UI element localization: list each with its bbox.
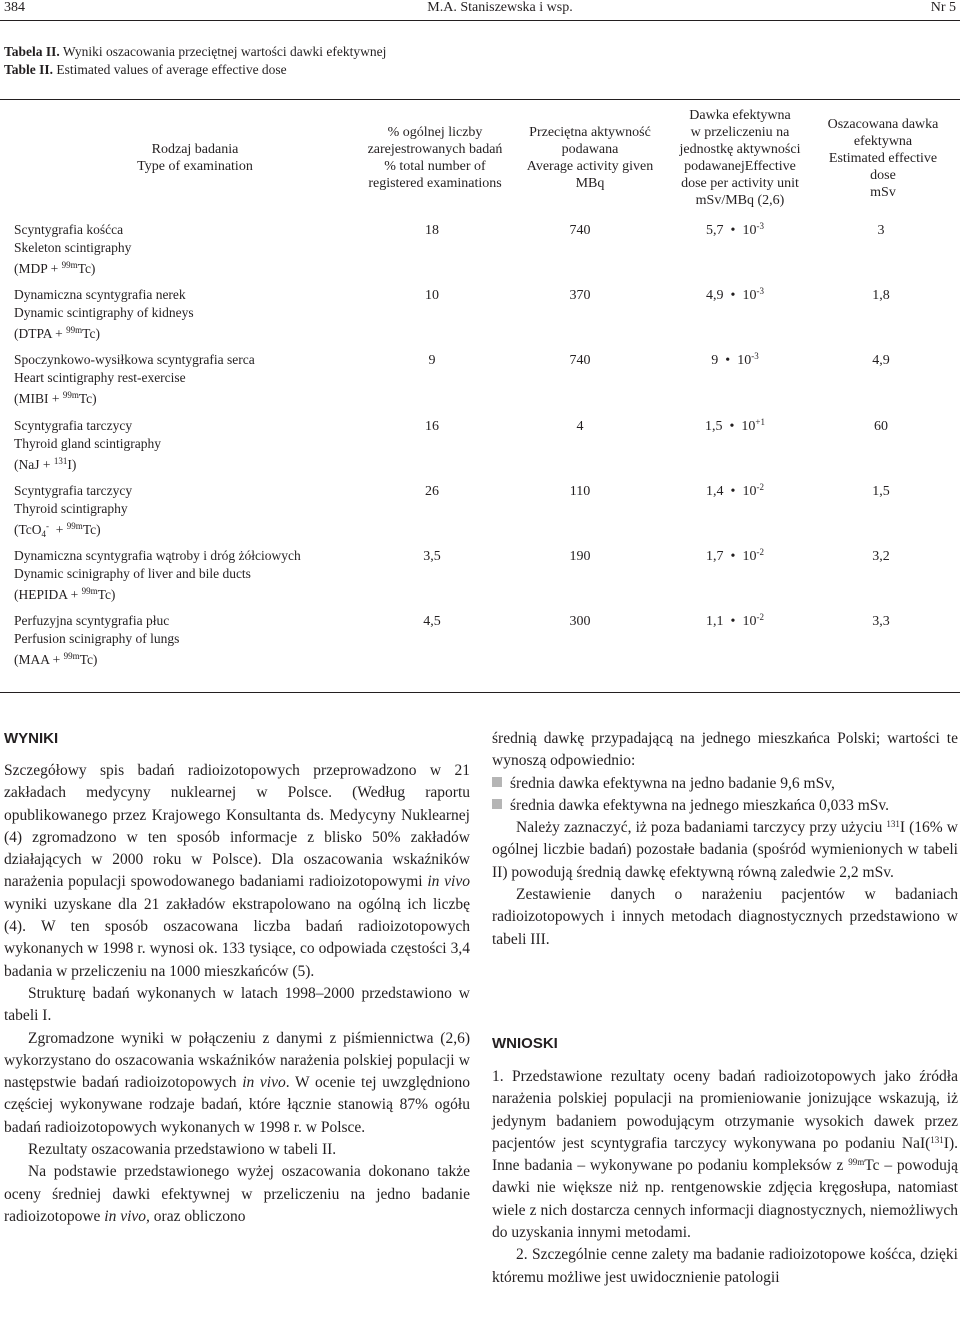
section-heading-wnioski: WNIOSKI — [492, 1035, 558, 1052]
exam-agent: (HEPIDA + $^{99m}$Tc) — [14, 586, 116, 602]
running-authors: M.A. Staniszewska i wsp. — [427, 0, 573, 15]
table-caption-en: Table II. Estimated values of average effective dose — [4, 62, 287, 77]
right-column-text — [492, 728, 958, 951]
right-column-conclusions — [492, 1066, 958, 1289]
exam-agent: (TcO$_4$- + $^{99m}$Tc) — [14, 521, 101, 539]
table-row — [14, 612, 179, 669]
cell-est-dose: 3 — [877, 223, 885, 238]
paragraph: średnią dawkę przypadającą na jednego mieszkańca Polski; wartości te wynoszą odpowiednio: — [492, 730, 958, 770]
exam-name-pl: Dynamiczna scyntygrafia nerek — [14, 287, 186, 302]
cell-activity: 370 — [569, 288, 591, 303]
cell-est-dose: 3,2 — [872, 549, 890, 564]
cell-percent: 18 — [425, 223, 439, 238]
col-header-percent: % ogólnej liczby zarejestrowanych badań % total number of registered examinations — [367, 125, 503, 191]
paragraph: Zgromadzone wyniki w połączeniu z danymi z piśmiennictwa (2,6) wykorzystano do oszacowania wskaźników narażenia polskiej populacji w następstwie badań radioizotopowych in vivo. W ocenie tej uwzględniono częściej wykonywane rodzaje badań, które łącznie stanowią 87% ogółu badań radioizotopowych wykonanych w 1998 r. w Polsce. — [4, 1029, 471, 1136]
table-row — [14, 482, 132, 539]
col-header-type: Rodzaj badania Type of examination — [137, 142, 253, 174]
col-header-activity: Przeciętna aktywność podawana Average activity given MBq — [526, 125, 654, 191]
exam-name-en: Skeleton scintigraphy — [14, 240, 132, 255]
col-header-est-dose: Oszacowana dawka efektywna Estimated effective dose mSv — [827, 117, 939, 200]
exam-name-en: Dynamic scinigraphy of liver and bile ducts — [14, 566, 251, 581]
cell-est-dose: 1,8 — [872, 288, 890, 303]
paragraph: Na podstawie przedstawionego wyżej oszacowania dokonano także oceny średniej dawki efektywnej w przeliczeniu na jedno badanie radioizotopowe in vivo, oraz obliczono — [4, 1163, 470, 1225]
table-row — [14, 547, 301, 604]
exam-agent: (MAA + $^{99m}$Tc) — [14, 651, 98, 667]
page-number: 384 — [4, 0, 25, 15]
exam-name-pl: Scyntygrafia kośćca — [14, 222, 124, 237]
cell-est-dose: 4,9 — [872, 353, 890, 368]
exam-name-pl: Spoczynkowo-wysiłkowa scyntygrafia serca — [14, 352, 255, 367]
exam-name-en: Heart scintigraphy rest-exercise — [14, 370, 186, 385]
exam-name-en: Dynamic scintigraphy of kidneys — [14, 305, 194, 320]
exam-name-en: Thyroid gland scintigraphy — [14, 436, 161, 451]
exam-name-pl: Perfuzyjna scyntygrafia płuc — [14, 613, 170, 628]
exam-name-pl: Scyntygrafia tarczycy — [14, 483, 133, 498]
cell-percent: 26 — [425, 484, 439, 499]
header-rule — [0, 20, 960, 21]
issue-number: Nr 5 — [930, 0, 956, 15]
exam-name-en: Thyroid scintigraphy — [14, 501, 128, 516]
exam-name-pl: Dynamiczna scyntygrafia wątroby i dróg żółciowych — [14, 548, 301, 563]
cell-est-dose: 3,3 — [872, 614, 890, 629]
exam-agent: (NaJ + $^{131}$I) — [14, 456, 77, 472]
bullet-item: średnia dawka efektywna na jednego mieszkańca 0,033 mSv. — [492, 795, 958, 817]
cell-dose-per-unit: 1,7 • $10^{-2}$ — [706, 547, 764, 564]
paragraph: 2. Szczególnie cenne zalety ma badanie radioizotopowe kośćca, dzięki któremu możliwe jest uwidocznienie patologii — [492, 1246, 958, 1286]
table-row — [14, 351, 255, 408]
exam-agent: (MDP + $^{99m}$Tc) — [14, 260, 96, 276]
cell-percent: 4,5 — [423, 614, 441, 629]
table-row — [14, 286, 194, 343]
paragraph: Zestawienie danych o narażeniu pacjentów w badaniach radioizotopowych i innych metodach diagnostycznych przedstawiono w tabeli III. — [492, 886, 958, 948]
table-top-rule — [0, 99, 960, 100]
table-row — [14, 221, 131, 278]
exam-name-en: Perfusion scinigraphy of lungs — [14, 631, 180, 646]
paragraph: Należy zaznaczyć, iż poza badaniami tarczycy przy użyciu $^{131}$I (16% w ogólnej liczbie badań) pozostałe badania (spośród wymienionych w tabeli II) powodują średnią dawkę efektywną równą zaledwie 2,2 mSv. — [492, 819, 958, 881]
cell-percent: 10 — [425, 288, 439, 303]
bullet-item: średnia dawka efektywna na jedno badanie 9,6 mSv, — [492, 773, 958, 795]
table-row — [14, 417, 161, 474]
cell-dose-per-unit: 1,4 • $10^{-2}$ — [706, 482, 764, 499]
section-heading-wyniki: WYNIKI — [4, 730, 59, 747]
cell-activity: 740 — [569, 223, 591, 238]
left-column-text — [4, 760, 470, 1228]
cell-activity: 740 — [569, 353, 591, 368]
cell-activity: 300 — [569, 614, 591, 629]
paragraph: 1. Przedstawione rezultaty oceny badań radioizotopowych jako źródła narażenia polskiej populacji na promieniowanie jonizujące wskazują, iż jedynym badaniem powodującym otrzymanie wysokich dawek przez pacjentów jest scyntygrafia tarczycy wykonywana po podaniu NaI($^{131}$I). Inne badania – wykonywane po podaniu kompleksów z $^{99m}$Tc – powodują dawki nie większe niż np. rentgenowskie zdjęcia kręgosłupa, natomiast wiele z nich dostarcza cennych informacji diagnostycznych, niemożliwych do uzyskania innymi metodami. — [492, 1068, 959, 1242]
paragraph: Szczegółowy spis badań radioizotopowych przeprowadzono w 21 zakładach medycyny nuklearnej w Polsce. (Według raportu opublikowanego przez Krajowego Konsultanta ds. Medycyny Nuklearnej (4) zgromadzono w ten sposób informacje z blisko 50% zakładów działających w 2000 roku w Polsce). Dla oszacowania wskaźników narażenia populacji spowodowanego badaniami radioizotopowymi in vivo wyniki uzyskane dla 21 zakładów ekstrapolowano na ogólną ich liczbę (4). W ten sposób oszacowana liczba badań radioizotopowych wykonanych w 1998 r. wynosi ok. 133 tysiące, co odpowiada częstości 3,4 badania w przeliczeniu na 1000 mieszkańców (5). — [4, 762, 470, 980]
exam-agent: (DTPA + $^{99m}$Tc) — [14, 325, 100, 341]
cell-activity: 110 — [569, 484, 591, 499]
cell-dose-per-unit: 9 • $10^{-3}$ — [711, 351, 759, 368]
col-header-dose-per-unit: Dawka efektywna w przeliczeniu na jednostkę aktywności podawanejEffective dose per activity unit mSv/MBq (2,6) — [679, 108, 801, 208]
cell-est-dose: 1,5 — [872, 484, 890, 499]
cell-dose-per-unit: 1,1 • $10^{-2}$ — [706, 612, 764, 629]
bullet-square-icon — [492, 799, 502, 809]
paragraph: Strukturę badań wykonanych w latach 1998–2000 przedstawiono w tabeli I. — [4, 984, 470, 1025]
cell-percent: 9 — [428, 353, 436, 368]
exam-name-pl: Scyntygrafia tarczycy — [14, 418, 133, 433]
cell-dose-per-unit: 5,7 • $10^{-3}$ — [706, 221, 764, 238]
cell-activity: 190 — [569, 549, 591, 564]
cell-dose-per-unit: 1,5 • $10^{+1}$ — [705, 417, 765, 434]
cell-percent: 16 — [425, 419, 439, 434]
table-caption-pl: Tabela II. Wyniki oszacowania przeciętnej wartości dawki efektywnej — [4, 44, 387, 59]
bullet-square-icon — [492, 777, 502, 787]
cell-activity: 4 — [576, 419, 584, 434]
cell-est-dose: 60 — [874, 419, 888, 434]
cell-dose-per-unit: 4,9 • $10^{-3}$ — [706, 286, 764, 303]
table-bottom-rule — [0, 692, 960, 693]
exam-agent: (MIBI + $^{99m}$Tc) — [14, 390, 97, 406]
paragraph: Rezultaty oszacowania przedstawiono w tabeli II. — [28, 1141, 337, 1159]
cell-percent: 3,5 — [423, 549, 441, 564]
